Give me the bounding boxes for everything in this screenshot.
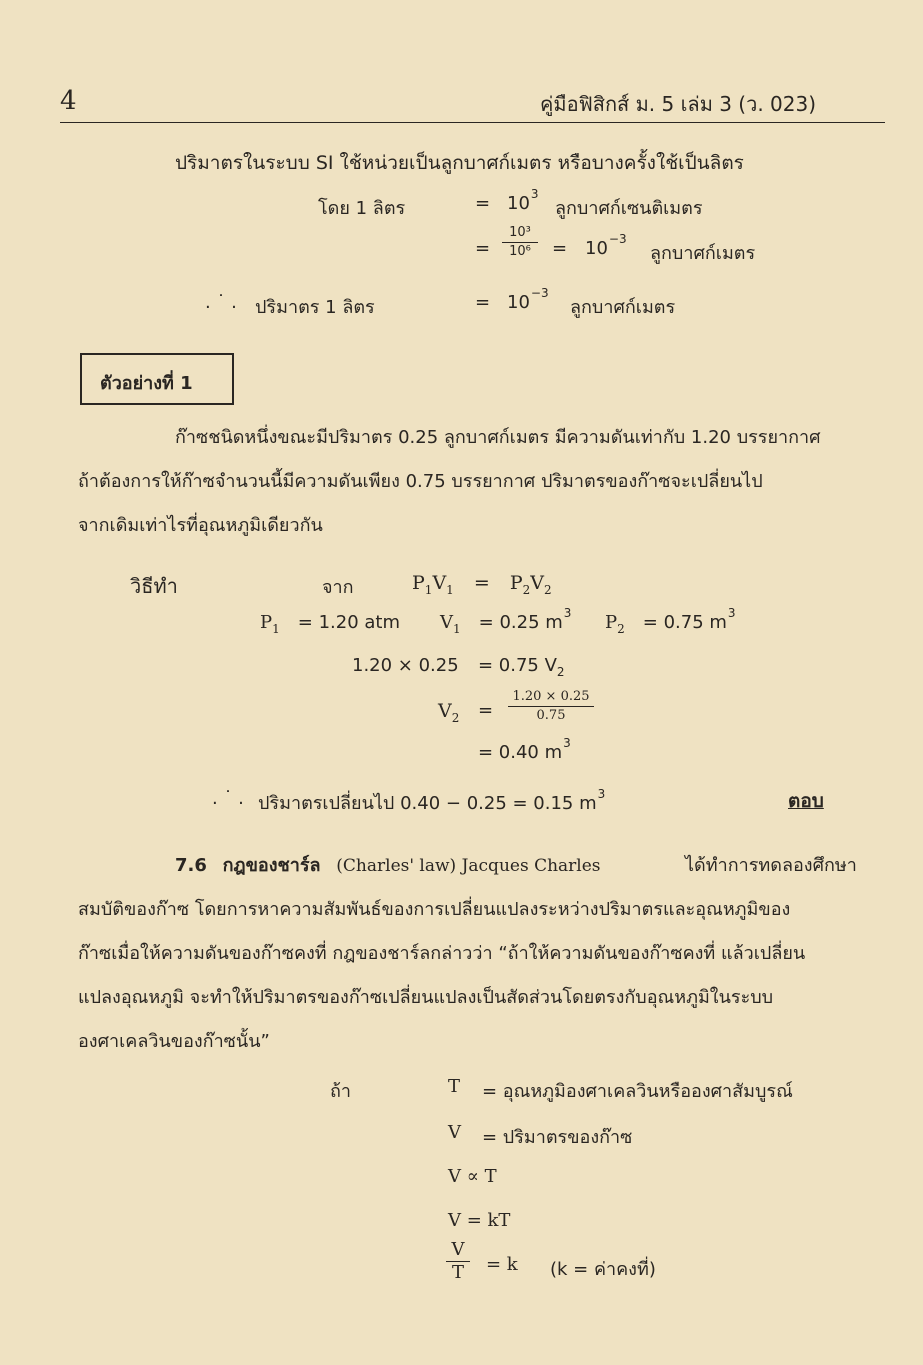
def-t-symbol: T <box>448 1076 461 1097</box>
fraction-numerator: V <box>451 1239 465 1260</box>
example-para-line2: ถ้าต้องการให้ก๊าซจำนวนนี้มีความดันเพียง 0.75 บรรยากาศ ปริมาตรของก๊าซจะเปลี่ยนไป <box>78 471 763 492</box>
step4-lhs: $V_2$ <box>438 700 460 725</box>
charles-line2: สมบัติของก๊าซ โดยการหาความสัมพันธ์ของการเปลี่ยนแปลงระหว่างปริมาตรและอุณหภูมิของ <box>78 899 791 920</box>
step4-eq: = <box>478 700 494 721</box>
fraction-bar <box>502 242 538 243</box>
conv-row3-label: ปริมาตร 1 ลิตร <box>255 297 375 318</box>
step3-lhs: 1.20 × 0.25 <box>352 655 459 676</box>
conv-row2-fraction <box>502 225 538 260</box>
charles-line3: ก๊าซเมื่อให้ความดันของก๊าซคงที่ กฎของชาร์ลกล่าวว่า “ถ้าให้ความดันของก๊าซคงที่ แล้วเปลี่ยน <box>78 943 806 964</box>
step3-rhs: = 0.75 $V_2$ <box>478 655 565 679</box>
step5: = 0.40 $m^3$ <box>478 736 571 763</box>
fraction-bar <box>508 706 594 707</box>
method-label: วิธีทำ <box>130 574 178 598</box>
header-rule <box>60 122 885 123</box>
proportional-relation: V ∝ T <box>448 1166 497 1187</box>
step4-fraction <box>508 689 594 724</box>
intro-line: ปริมาตรในระบบ SI ใช้หน่วยเป็นลูกบาศก์เมตร หรือบางครั้งใช้เป็นลิตร <box>175 152 744 174</box>
charles-line5: องศาเคลวินของก๊าซนั้น” <box>78 1031 270 1052</box>
conv-row2-eq: = <box>475 238 491 259</box>
section-heading: 7.6 กฎของชาร์ล (Charles' law) Jacques Charles <box>175 855 601 876</box>
ratio-rhs: = k <box>486 1254 518 1275</box>
conv-row2-value: $10^{-3}$ <box>585 232 627 259</box>
conv-row1-value: $10^3$ <box>507 187 539 214</box>
fraction-numerator: 10³ <box>509 225 531 240</box>
v-over-t-fraction <box>446 1240 470 1283</box>
answer-label: ตอบ <box>788 790 824 812</box>
given-p2: $P_2 = 0.75$ $m^3$ <box>605 606 736 636</box>
if-word: ถ้า <box>330 1081 352 1102</box>
book-title: คู่มือฟิสิกส์ ม. 5 เล่ม 3 (ว. 023) <box>540 92 817 116</box>
linear-relation: V = kT <box>448 1210 511 1231</box>
conv-row1-unit: ลูกบาศก์เซนติเมตร <box>555 198 703 219</box>
conv-row2-eq2: = <box>552 238 568 259</box>
fraction-numerator: 1.20 × 0.25 <box>512 689 590 704</box>
therefore-symbol: . ˙ . <box>212 788 244 809</box>
conv-row3-value: $10^{-3}$ <box>507 286 549 313</box>
conv-row1-label: โดย 1 ลิตร <box>318 198 406 219</box>
conv-row3-eq: = <box>475 292 491 313</box>
boyle-equation: $P_1V_1 = P_2V_2$ <box>412 572 552 597</box>
fraction-denominator: 0.75 <box>536 708 566 723</box>
result-line: ปริมาตรเปลี่ยนไป 0.40 − 0.25 = 0.15 $m^3$ <box>258 787 606 814</box>
given-v1: $V_1 = 0.25$ $m^3$ <box>440 606 572 636</box>
example-para-line3: จากเดิมเท่าไรที่อุณหภูมิเดียวกัน <box>78 515 323 536</box>
def-t-text: = อุณหภูมิองศาเคลวินหรือองศาสัมบูรณ์ <box>482 1081 793 1102</box>
from-word: จาก <box>322 577 354 598</box>
given-p1: $P_1 = 1.20$ atm <box>260 612 400 636</box>
conv-row2-unit: ลูกบาศก์เมตร <box>650 243 756 264</box>
charles-line4: แปลงอุณหภูมิ จะทำให้ปริมาตรของก๊าซเปลี่ยนแปลงเป็นสัดส่วนโดยตรงกับอุณหภูมิในระบบ <box>78 987 774 1008</box>
conv-row3-unit: ลูกบาศก์เมตร <box>570 297 676 318</box>
fraction-denominator: 10⁶ <box>509 244 531 259</box>
def-v-text: = ปริมาตรของก๊าซ <box>482 1127 633 1148</box>
def-v-symbol: V <box>448 1122 461 1143</box>
therefore-symbol: . ˙ . <box>205 292 237 313</box>
charles-line1-tail: ได้ทำการทดลองศึกษา <box>685 855 857 876</box>
conv-row1-eq: = <box>475 193 491 214</box>
fraction-denominator: T <box>451 1262 464 1283</box>
constant-note: (k = ค่าคงที่) <box>550 1259 656 1280</box>
example-para-line1: ก๊าซชนิดหนึ่งขณะมีปริมาตร 0.25 ลูกบาศก์เมตร มีความดันเท่ากับ 1.20 บรรยากาศ <box>175 427 821 448</box>
page-number: 4 <box>60 86 77 116</box>
example-label: ตัวอย่างที่ 1 <box>100 373 193 394</box>
